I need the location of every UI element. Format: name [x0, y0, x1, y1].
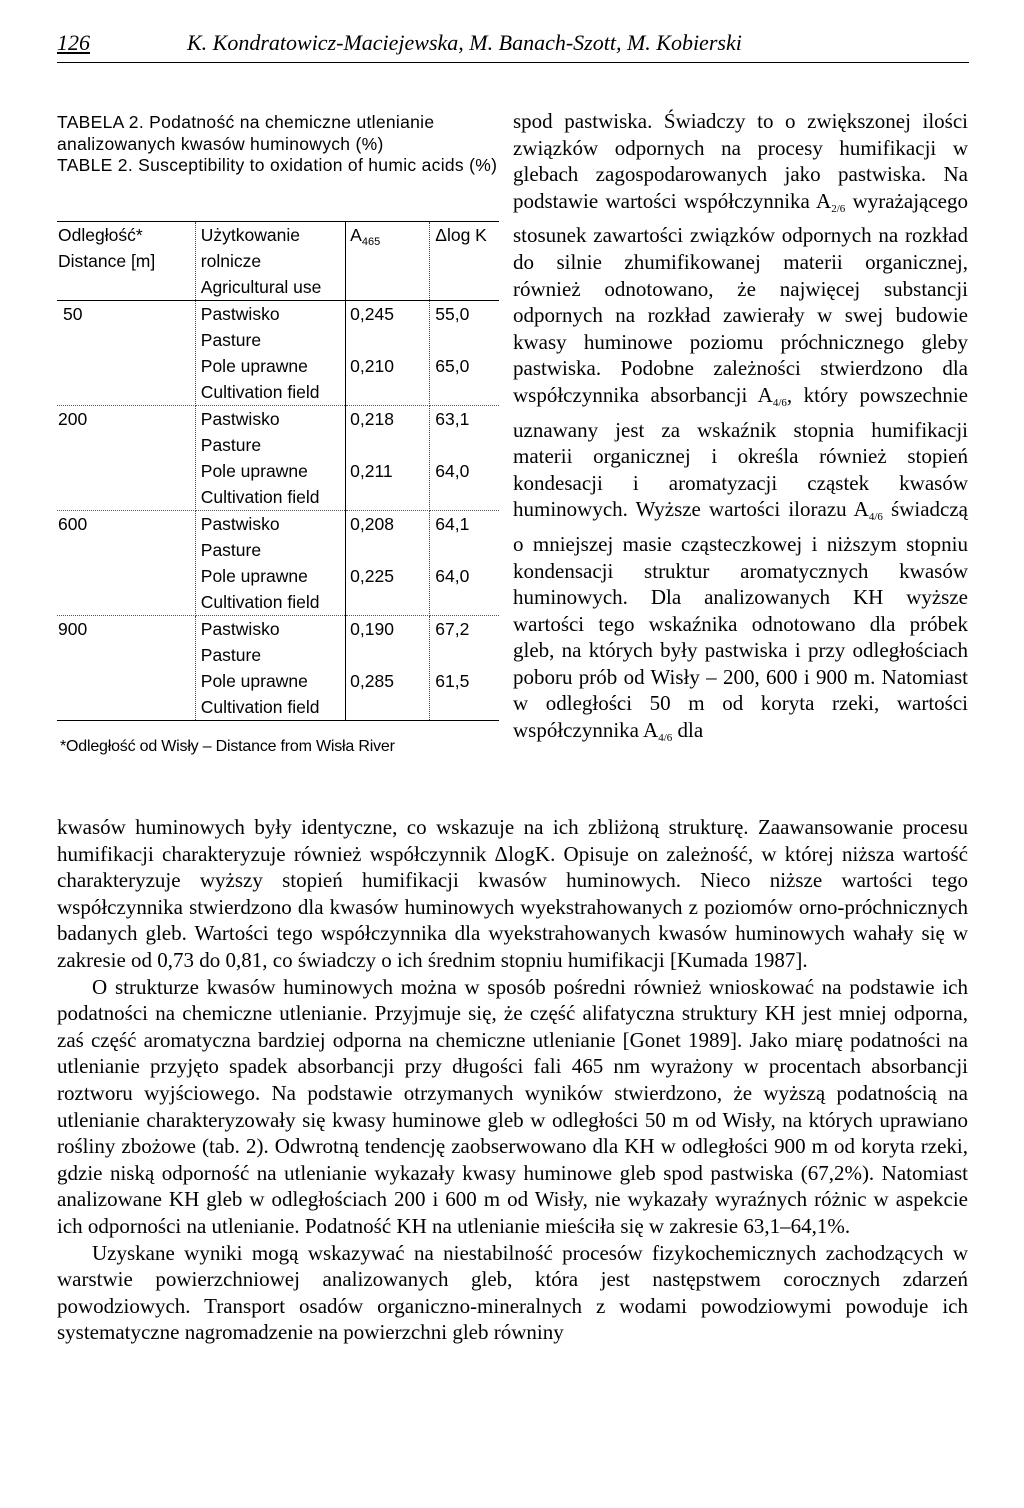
cell-use: Pastwisko Pasture Pole uprawne Cultivation field — [195, 616, 345, 721]
cell-dlogk: 55,0 65,0 — [430, 301, 499, 406]
table-caption-pl: TABELA 2. Podatność na chemiczne utlenianie analizowanych kwasów huminowych (%) — [57, 112, 435, 154]
page-number: 126 — [57, 30, 90, 55]
cell-dlogk: 64,1 64,0 — [430, 511, 499, 616]
paragraph: Uzyskane wyniki mogą wskazywać na niestabilność procesów fizykochemicznych zachodzących w warstwie powierzchniowej analizowanych gleb, która jest następstwem corocznych zdarzeń powodziowych. Transport osadów organiczno-mineralnych z wodami powodziowymi powoduje ich systematyczne nagromadzenie na powierzchni gleb równiny — [57, 1240, 968, 1345]
paragraph: O strukturze kwasów huminowych można w sposób pośredni również wnioskować na podstawie ich podatności na chemiczne utlenianie. Przyjmuje się, że część alifatyczna struktury KH jest mniej odporna, zaś część aromatyczna bardziej odporna na chemiczne utlenianie [Gonet 1989]. Jako miarę podatności na utlenianie przyjęto spadek absorbancji przy długości fali 465 nm wyrażony w procentach absorbancji roztworu wyjściowego. Na podstawie otrzymanych wyników stwierdzono, że wyższą podatnością na utlenianie charakteryzowały się kwasy huminowe gleb w odległości 50 m od Wisły, na których uprawiano rośliny zbożowe (tab. 2). Odwrotną tendencję zaobserwowano dla KH w odległości 900 m od koryta rzeki, gdzie niską odporność na utlenianie wykazały kwasy huminowe gleb spod pastwiska (67,2%). Natomiast analizowane KH gleb w odległościach 200 i 600 m od Wisły, nie wykazały wyraźnych różnic w aspekcie ich odporności na utlenianie. Podatność KH na utlenianie mieściła się w zakresie 63,1–64,1%. — [57, 974, 968, 1238]
body-text — [57, 814, 968, 1346]
cell-use: Pastwisko Pasture Pole uprawne Cultivation field — [195, 511, 345, 616]
susceptibility-table — [57, 221, 499, 721]
header-use: Użytkowanie rolnicze Agricultural use — [195, 222, 345, 301]
cell-a465: 0,245 0,210 — [346, 301, 430, 406]
cell-dlogk: 67,2 61,5 — [430, 616, 499, 721]
cell-distance: 900 — [57, 616, 195, 721]
cell-distance: 50 — [57, 301, 195, 406]
cell-a465: 0,190 0,285 — [346, 616, 430, 721]
page-header — [57, 30, 969, 63]
table-footnote: *Odległość od Wisły – Distance from Wisła River — [60, 738, 395, 755]
table-row — [57, 616, 499, 721]
paragraph: spod pastwiska. Świadczy to o zwiększonej ilości związków odpornych na procesy humifikacji w glebach zagospodarowanych jako pastwiska. Na podstawie wartości współczynnika $A_{2/6}$ wyrażającego stosunek zawartości związków odpornych na rozkład do silnie zhumifikowanej materii organicznej, również odnotowano, że najwięcej substancji odpornych na rozkład zawierały w swej budowie kwasy huminowe poziomu próchnicznego gleby pastwiska. Podobne zależności stwierdzono dla współczynnika absorbancji $A_{4/6}$, który powszechnie uznawany jest za wskaźnik stopnia humifikacji materii organicznej i określa również stopień kondesacji i aromatyzacji cząstek kwasów huminowych. Wyższe wartości ilorazu $A_{4/6}$ świadczą o mniejszej masie cząsteczkowej i niższym stopniu kondensacji struktur aromatycznych kwasów huminowych. Dla analizowanych KH wyższe wartości tego wskaźnika odnotowano dla próbek gleb, na których były pastwiska i przy odległościach poboru prób od Wisły – 200, 600 i 900 m. Natomiast w odległości 50 m od koryta rzeki, wartości współczynnika $A_{4/6}$ dla — [513, 109, 968, 745]
paragraph: kwasów huminowych były identyczne, co wskazuje na ich zbliżoną strukturę. Zaawansowanie procesu humifikacji charakteryzuje również współczynnik ΔlogK. Opisuje on zależność, w której niższa wartość charakteryzuje wyższy stopień humifikacji kwasów huminowych. Nieco niższe wartości tego współczynnika stwierdzono dla kwasów huminowych wyekstrahowanych z poziomów orno-próchnicznych badanych gleb. Wartości tego współczynnika dla wyekstrahowanych kwasów huminowych wahały się w zakresie od 0,73 do 0,81, co świadczy o ich średnim stopniu humifikacji [Kumada 1987]. — [57, 815, 968, 972]
right-column-text — [513, 108, 968, 752]
cell-distance: 200 — [57, 406, 195, 511]
table-caption-en: TABLE 2. Susceptibility to oxidation of humic acids (%) — [57, 155, 498, 175]
running-head-authors: K. Kondratowicz-Maciejewska, M. Banach-Szott, M. Kobierski — [187, 30, 742, 55]
header-a465: $A_{465}$ — [346, 222, 430, 301]
cell-distance: 600 — [57, 511, 195, 616]
table-header-row — [57, 222, 499, 301]
header-distance: Odległość* Distance [m] — [57, 222, 195, 301]
cell-use: Pastwisko Pasture Pole uprawne Cultivation field — [195, 301, 345, 406]
cell-use: Pastwisko Pasture Pole uprawne Cultivation field — [195, 406, 345, 511]
cell-dlogk: 63,1 64,0 — [430, 406, 499, 511]
table-caption — [57, 112, 507, 177]
table-row — [57, 511, 499, 616]
cell-a465: 0,218 0,211 — [346, 406, 430, 511]
header-dlogk: Δlog K — [430, 222, 499, 301]
cell-a465: 0,208 0,225 — [346, 511, 430, 616]
table-row — [57, 406, 499, 511]
table-row — [57, 301, 499, 406]
